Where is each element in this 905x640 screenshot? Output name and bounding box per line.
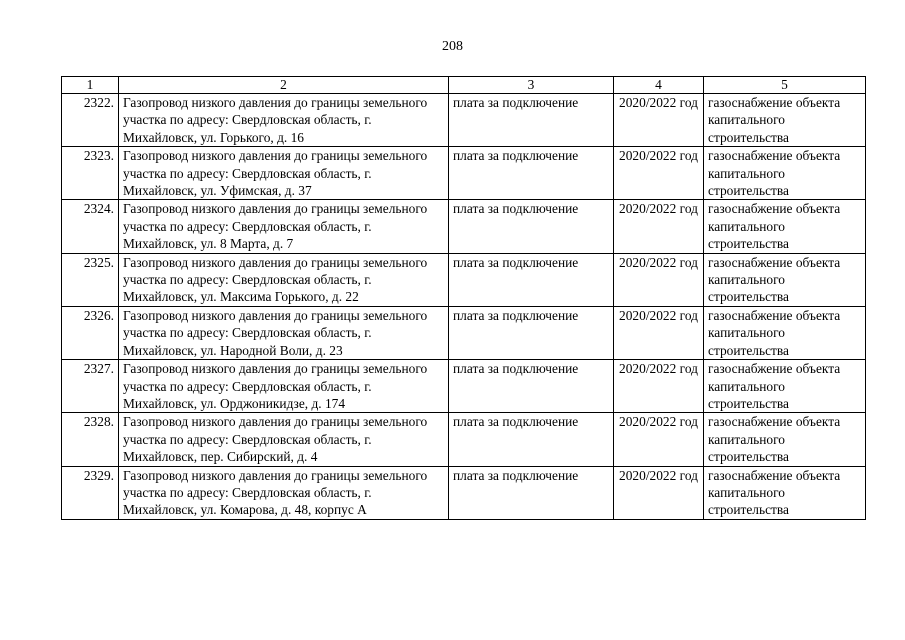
- object-name: Газопровод низкого давления до границы земельного участка по адресу: Свердловская область, г. Михайловск, пер. Сибирский, д. 4: [119, 413, 449, 466]
- purpose: газоснабжение объекта капитального строительства: [704, 253, 866, 306]
- object-name: Газопровод низкого давления до границы земельного участка по адресу: Свердловская область, г. Михайловск, ул. Комарова, д. 48, корпус А: [119, 466, 449, 519]
- row-number: 2322.: [62, 94, 119, 147]
- table-row: [62, 413, 866, 466]
- funding-source: плата за подключение: [449, 360, 614, 413]
- period: 2020/2022 год: [614, 200, 704, 253]
- period: 2020/2022 год: [614, 413, 704, 466]
- header-cell-3: 3: [449, 77, 614, 94]
- object-name: Газопровод низкого давления до границы земельного участка по адресу: Свердловская область, г. Михайловск, ул. Уфимская, д. 37: [119, 147, 449, 200]
- row-number: 2327.: [62, 360, 119, 413]
- row-number: 2324.: [62, 200, 119, 253]
- period: 2020/2022 год: [614, 360, 704, 413]
- purpose: газоснабжение объекта капитального строительства: [704, 360, 866, 413]
- funding-source: плата за подключение: [449, 306, 614, 359]
- funding-source: плата за подключение: [449, 147, 614, 200]
- period: 2020/2022 год: [614, 94, 704, 147]
- purpose: газоснабжение объекта капитального строительства: [704, 306, 866, 359]
- period: 2020/2022 год: [614, 147, 704, 200]
- table-row: [62, 200, 866, 253]
- purpose: газоснабжение объекта капитального строительства: [704, 200, 866, 253]
- header-cell-5: 5: [704, 77, 866, 94]
- purpose: газоснабжение объекта капитального строительства: [704, 94, 866, 147]
- object-name: Газопровод низкого давления до границы земельного участка по адресу: Свердловская область, г. Михайловск, ул. Народной Воли, д. 23: [119, 306, 449, 359]
- row-number: 2329.: [62, 466, 119, 519]
- object-name: Газопровод низкого давления до границы земельного участка по адресу: Свердловская область, г. Михайловск, ул. 8 Марта, д. 7: [119, 200, 449, 253]
- purpose: газоснабжение объекта капитального строительства: [704, 413, 866, 466]
- period: 2020/2022 год: [614, 466, 704, 519]
- page-number: 208: [442, 39, 463, 54]
- purpose: газоснабжение объекта капитального строительства: [704, 466, 866, 519]
- header-cell-4: 4: [614, 77, 704, 94]
- funding-source: плата за подключение: [449, 253, 614, 306]
- funding-source: плата за подключение: [449, 413, 614, 466]
- purpose: газоснабжение объекта капитального строительства: [704, 147, 866, 200]
- table-header-row: [62, 77, 866, 94]
- row-number: 2323.: [62, 147, 119, 200]
- header-cell-2: 2: [119, 77, 449, 94]
- table-row: [62, 360, 866, 413]
- table-row: [62, 253, 866, 306]
- table-row: [62, 466, 866, 519]
- funding-source: плата за подключение: [449, 94, 614, 147]
- row-number: 2328.: [62, 413, 119, 466]
- investment-table: [61, 76, 866, 520]
- row-number: 2325.: [62, 253, 119, 306]
- period: 2020/2022 год: [614, 306, 704, 359]
- funding-source: плата за подключение: [449, 200, 614, 253]
- object-name: Газопровод низкого давления до границы земельного участка по адресу: Свердловская область, г. Михайловск, ул. Горького, д. 16: [119, 94, 449, 147]
- object-name: Газопровод низкого давления до границы земельного участка по адресу: Свердловская область, г. Михайловск, ул. Максима Горького, д. 22: [119, 253, 449, 306]
- header-cell-1: 1: [62, 77, 119, 94]
- period: 2020/2022 год: [614, 253, 704, 306]
- table-row: [62, 94, 866, 147]
- funding-source: плата за подключение: [449, 466, 614, 519]
- row-number: 2326.: [62, 306, 119, 359]
- table-row: [62, 306, 866, 359]
- table-row: [62, 147, 866, 200]
- object-name: Газопровод низкого давления до границы земельного участка по адресу: Свердловская область, г. Михайловск, ул. Орджоникидзе, д. 174: [119, 360, 449, 413]
